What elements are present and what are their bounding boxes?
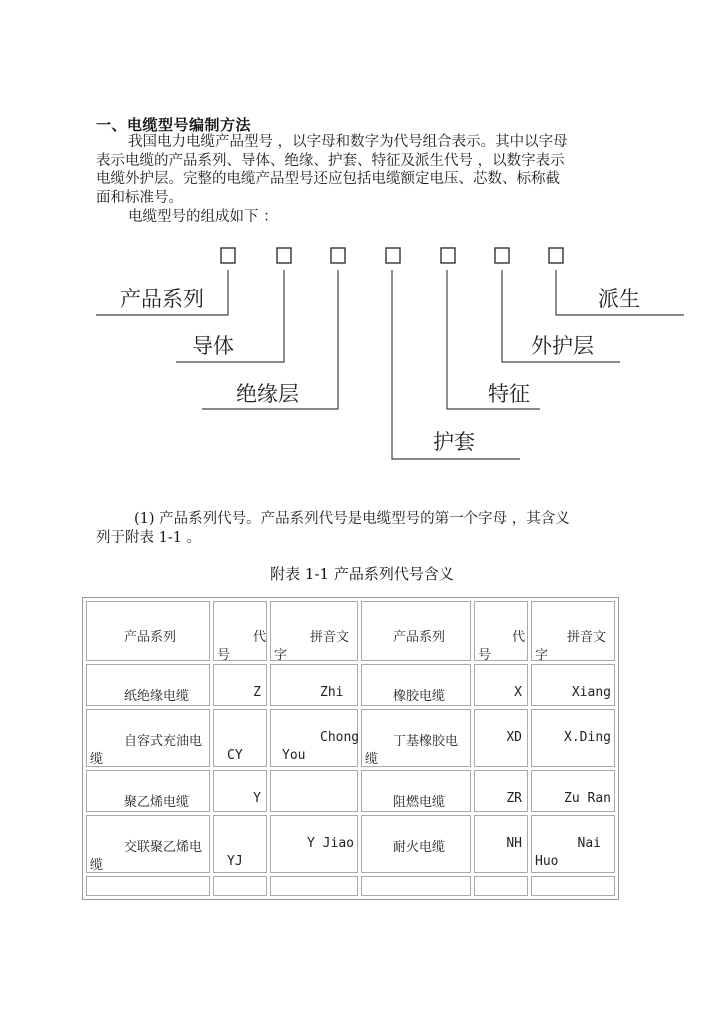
table-cell: [361, 664, 471, 706]
table-caption: 附表 1-1 产品系列代号含义: [270, 565, 454, 583]
header-cell: [213, 601, 267, 661]
cell-text: 纸绝缘电缆: [124, 689, 190, 704]
header-text: 产品系列: [124, 630, 177, 645]
cell-text: 阻燃电缆: [393, 795, 446, 810]
label-feature: 特征: [488, 383, 530, 406]
table-cell: [270, 770, 358, 812]
table-cell: [531, 664, 615, 706]
composition-intro: 电缆型号的组成如下 ：: [128, 209, 278, 225]
header-text: 代: [512, 630, 526, 645]
cell-text: NH: [506, 836, 522, 851]
table-cell: [531, 876, 615, 896]
table-cell: [270, 815, 358, 873]
table-cell: [213, 709, 267, 767]
header-text: 代: [253, 630, 267, 645]
table-cell: [213, 770, 267, 812]
code-box: [495, 248, 509, 263]
table-empty-row: [86, 876, 615, 896]
cell-text: X.Ding: [564, 730, 611, 745]
header-cell: [361, 601, 471, 661]
cell-text: XD: [506, 730, 522, 745]
cell-text: YJ: [227, 854, 243, 869]
header-text: 字: [274, 648, 288, 663]
intro-line: 表示电缆的产品系列、导体、绝缘、护套、特征及派生代号 ，以数字表示: [96, 152, 565, 169]
intro-paragraph: [96, 133, 631, 207]
table-row: [86, 664, 615, 706]
product-series-paragraph: [96, 510, 626, 547]
cell-text: 丁基橡胶电: [393, 734, 459, 749]
cell-text: 交联聚乙烯电: [124, 840, 203, 855]
cable-model-diagram: [90, 240, 690, 465]
code-boxes: [221, 248, 563, 263]
cell-text: ZR: [506, 791, 522, 806]
header-text: 拼音文: [567, 630, 607, 645]
table-cell: [270, 709, 358, 767]
table-cell: [531, 709, 615, 767]
cell-text: You: [282, 748, 306, 763]
code-box: [331, 248, 345, 263]
table-cell: [361, 876, 471, 896]
code-box: [549, 248, 563, 263]
header-text: 号: [217, 648, 231, 663]
cell-text: Y: [253, 791, 261, 806]
cell-text: Chong: [320, 730, 360, 745]
header-text: 拼音文: [310, 630, 350, 645]
label-outer-sheath: 外护层: [531, 335, 594, 358]
table-cell: [213, 876, 267, 896]
table-cell: [86, 876, 210, 896]
table-cell: [270, 664, 358, 706]
header-text: 产品系列: [393, 630, 446, 645]
table-cell: [361, 709, 471, 767]
intro-line: 面和标准号。: [96, 189, 183, 206]
table-cell: [361, 815, 471, 873]
table-header-row: [86, 601, 615, 661]
header-cell: [531, 601, 615, 661]
table-cell: [474, 876, 528, 896]
cell-text: 橡胶电缆: [393, 689, 446, 704]
table-cell: [213, 664, 267, 706]
product-series-table: [82, 597, 619, 900]
code-box: [277, 248, 291, 263]
paragraph-line: 列于附表 1-1 。: [96, 529, 202, 546]
table-cell: [213, 815, 267, 873]
table-cell: [86, 770, 210, 812]
cell-text: Y Jiao: [307, 836, 354, 851]
table-cell: [361, 770, 471, 812]
code-box: [221, 248, 235, 263]
cell-text: 缆: [90, 752, 104, 767]
label-product-series: 产品系列: [120, 288, 204, 311]
table-row: [86, 709, 615, 767]
table-cell: [86, 815, 210, 873]
table-row: [86, 770, 615, 812]
cell-text: Zhi: [320, 685, 344, 700]
paragraph-line: (1) 产品系列代号。产品系列代号是电缆型号的第一个字母 ，其含义: [134, 511, 570, 527]
cell-text: 耐火电缆: [393, 840, 446, 855]
cell-text: 聚乙烯电缆: [124, 795, 190, 810]
cell-text: Huo: [535, 854, 559, 869]
table-cell: [474, 709, 528, 767]
table-cell: [531, 770, 615, 812]
table-cell: [474, 664, 528, 706]
header-cell: [86, 601, 210, 661]
section-heading: 一、电缆型号编制方法: [96, 116, 252, 134]
header-cell: [270, 601, 358, 661]
cell-text: Nai: [577, 836, 601, 851]
table-cell: [531, 815, 615, 873]
table-cell: [474, 815, 528, 873]
table-cell: [474, 770, 528, 812]
label-conductor: 导体: [192, 335, 234, 358]
table-cell: [86, 709, 210, 767]
cell-text: 缆: [365, 752, 379, 767]
cell-text: 自容式充油电: [124, 734, 203, 749]
label-derivative: 派生: [598, 288, 640, 311]
cell-text: Xiang: [571, 685, 611, 700]
table-cell: [270, 876, 358, 896]
label-sheath: 护套: [433, 431, 475, 454]
code-box: [386, 248, 400, 263]
code-box: [441, 248, 455, 263]
table-cell: [86, 664, 210, 706]
intro-line: 电缆外护层。完整的电缆产品型号还应包括电缆额定电压、芯数、标称截: [96, 171, 560, 187]
cell-text: Zu Ran: [564, 791, 611, 806]
cell-text: Z: [253, 685, 261, 700]
table-row: [86, 815, 615, 873]
header-text: 号: [478, 648, 492, 663]
intro-line: 我国电力电缆产品型号 ，以字母和数字为代号组合表示。其中以字母: [128, 134, 568, 150]
label-insulation: 绝缘层: [236, 383, 299, 406]
cell-text: X: [514, 685, 522, 700]
cell-text: CY: [227, 748, 243, 763]
cell-text: 缆: [90, 858, 104, 873]
header-text: 字: [535, 648, 549, 663]
header-cell: [474, 601, 528, 661]
